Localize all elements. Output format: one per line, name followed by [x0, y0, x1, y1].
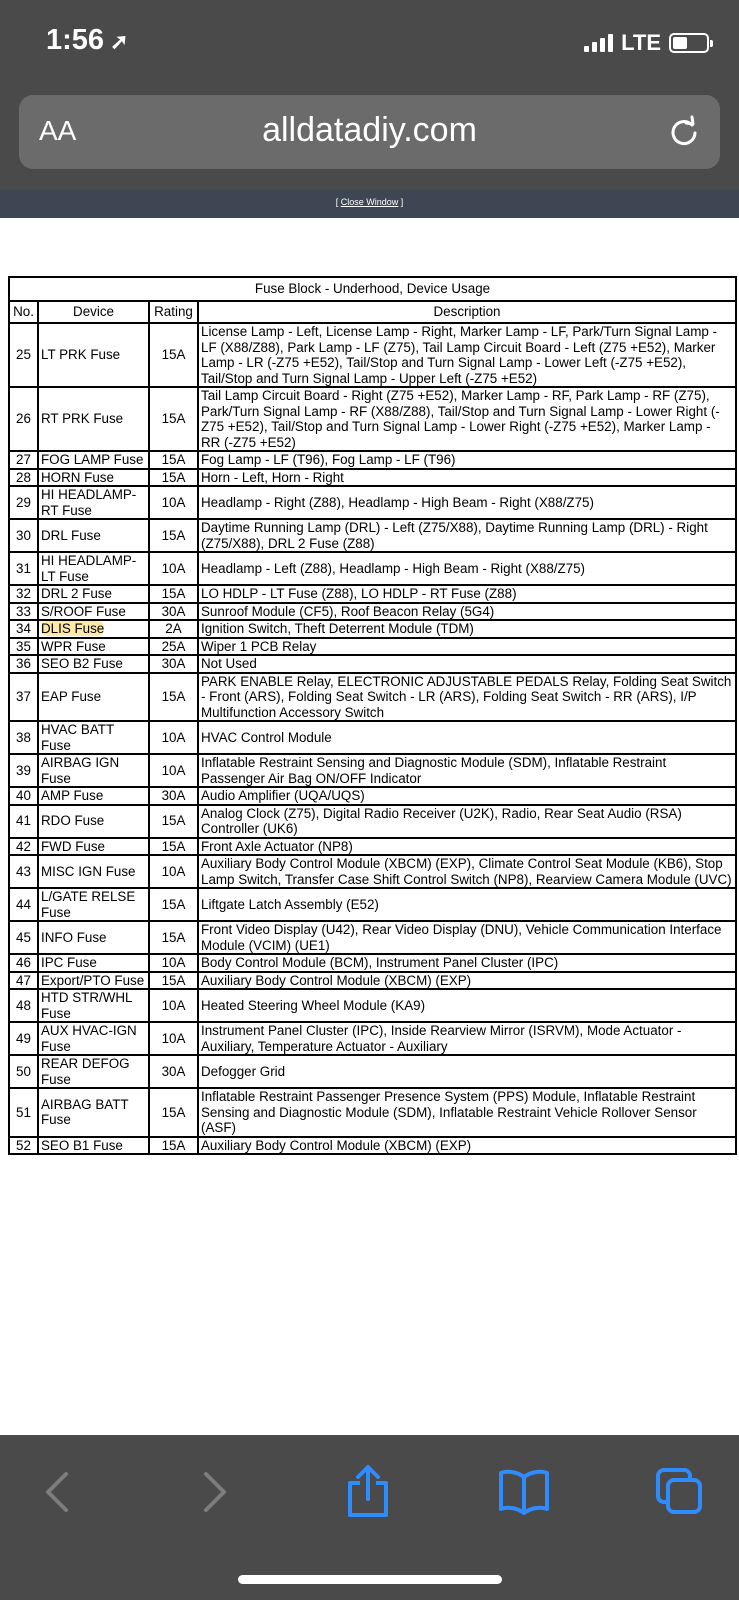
cell-description [198, 673, 736, 722]
cell-device [38, 519, 149, 552]
tabs-icon[interactable] [655, 1467, 703, 1515]
cell-no-text: 45 [16, 929, 31, 945]
cell-description [198, 972, 736, 990]
cell-no [9, 603, 38, 621]
cell-description-text: HVAC Control Module [201, 729, 332, 745]
cell-no-text: 52 [16, 1137, 31, 1153]
table-row [9, 1055, 736, 1088]
fuse-table [8, 276, 737, 1155]
cell-rating [149, 585, 198, 603]
cell-no [9, 1137, 38, 1155]
cell-device [38, 655, 149, 673]
cell-no-text: 38 [16, 729, 31, 745]
cell-no [9, 519, 38, 552]
cell-device-text: INFO Fuse [41, 929, 107, 945]
cell-device-text: AMP Fuse [41, 788, 104, 803]
address-bar[interactable] [19, 95, 720, 169]
cell-rating [149, 989, 198, 1022]
cell-device [38, 603, 149, 621]
cell-rating-text: 10A [161, 1030, 186, 1046]
cell-no-text: 48 [16, 997, 31, 1013]
cell-device [38, 1137, 149, 1155]
cell-rating-text: 10A [161, 863, 186, 879]
cell-device-text: HI HEADLAMP-LT Fuse [41, 553, 137, 584]
table-row [9, 754, 736, 787]
cell-description [198, 451, 736, 469]
cell-no [9, 754, 38, 787]
cell-no [9, 972, 38, 990]
battery-icon [669, 33, 709, 53]
cell-no-text: 41 [16, 813, 31, 829]
cell-rating-text: 15A [161, 838, 186, 854]
cell-device-text: SEO B1 Fuse [41, 1137, 123, 1153]
cell-device-text: FWD Fuse [41, 838, 105, 854]
cell-rating [149, 1088, 198, 1137]
cell-device-text: HI HEADLAMP-RT Fuse [41, 487, 137, 518]
cell-description [198, 805, 736, 838]
cell-device [38, 838, 149, 856]
network-label: LTE [621, 30, 661, 55]
cell-device [38, 638, 149, 656]
cell-no [9, 585, 38, 603]
cell-rating [149, 972, 198, 990]
cell-device-text: AIRBAG IGN Fuse [41, 755, 120, 786]
cell-device [38, 921, 149, 954]
cell-device-text: RDO Fuse [41, 813, 105, 829]
cell-device-text: HORN Fuse [41, 469, 114, 485]
cell-rating-text: 15A [161, 689, 186, 704]
cell-device [38, 585, 149, 603]
table-row [9, 888, 736, 921]
cell-description [198, 721, 736, 754]
cell-device [38, 855, 149, 888]
cell-description [198, 585, 736, 603]
cell-description-text: Auxiliary Body Control Module (XBCM) (EXP) [201, 1137, 472, 1153]
cell-device-text: IPC Fuse [41, 955, 97, 970]
table-row [9, 603, 736, 621]
cell-description-text: Tail Lamp Circuit Board - Right (Z75 +E52), Marker Lamp - RF, Park Lamp - RF (Z75), Park/Turn Signal Lamp - RF (X88/Z88), Tail/Stop and Turn Signal Lamp - Lower Right (-Z75 +E52), Tail/Stop and Turn Signal Lamp - Lower Right (-Z75 +E52), Marker Lamp - RR (-Z75 +E52) [201, 388, 720, 450]
cell-description-text: Sunroof Module (CF5), Roof Beacon Relay (5G4) [201, 603, 495, 619]
cell-device-text: DLIS Fuse [41, 621, 105, 636]
location-arrow-icon: ➚ [110, 29, 129, 54]
table-row [9, 323, 736, 387]
cell-no [9, 1088, 38, 1137]
cell-rating-text: 15A [161, 1104, 186, 1120]
cell-description [198, 486, 736, 519]
cell-no-text: 39 [16, 762, 31, 778]
cell-rating [149, 673, 198, 722]
cell-description-text: Ignition Switch, Theft Deterrent Module (TDM) [201, 621, 474, 636]
cell-description-text: LO HDLP - LT Fuse (Z88), LO HDLP - RT Fuse (Z88) [201, 586, 517, 601]
cell-description [198, 323, 736, 387]
cell-device [38, 1055, 149, 1088]
cell-rating-text: 15A [161, 527, 186, 543]
cell-rating-text: 25A [161, 638, 186, 654]
cell-description-text: Fog Lamp - LF (T96), Fog Lamp - LF (T96) [201, 452, 456, 467]
cell-no-text: 51 [16, 1104, 31, 1120]
cell-rating [149, 519, 198, 552]
cell-device [38, 805, 149, 838]
table-row [9, 787, 736, 805]
cell-no-text: 33 [16, 603, 31, 619]
cell-no-text: 37 [16, 689, 31, 704]
table-row [9, 838, 736, 856]
share-icon[interactable] [345, 1463, 391, 1519]
table-title: Fuse Block - Underhood, Device Usage [9, 277, 736, 301]
cell-no-text: 42 [16, 838, 31, 854]
cell-description [198, 989, 736, 1022]
bracket-open: [ [335, 197, 341, 207]
cell-description-text: Auxiliary Body Control Module (XBCM) (EXP), Climate Control Seat Module (KB6), Stop Lamp Switch, Transfer Case Shift Control Switch (NP8), Rearview Camera Module (UVC) [201, 856, 732, 887]
table-row [9, 921, 736, 954]
cell-no-text: 50 [16, 1063, 31, 1079]
cell-rating-text: 10A [161, 762, 186, 778]
table-row [9, 638, 736, 656]
cell-description-text: Inflatable Restraint Sensing and Diagnostic Module (SDM), Inflatable Restraint Passenger Air Bag ON/OFF Indicator [201, 755, 667, 786]
cell-device [38, 486, 149, 519]
table-row [9, 1022, 736, 1055]
cell-device [38, 972, 149, 990]
cell-device [38, 954, 149, 972]
aa-label: AA [39, 115, 77, 146]
cell-no-text: 25 [16, 347, 31, 363]
close-window-link-wrap [0, 197, 739, 207]
cell-no [9, 989, 38, 1022]
cell-device-text: REAR DEFOG Fuse [41, 1056, 130, 1087]
cell-description-text: Audio Amplifier (UQA/UQS) [201, 788, 365, 803]
cell-device [38, 721, 149, 754]
cell-description [198, 387, 736, 451]
cell-rating-text: 15A [161, 452, 186, 467]
cell-no-text: 49 [16, 1030, 31, 1046]
cell-description-text: Analog Clock (Z75), Digital Radio Receiver (U2K), Radio, Rear Seat Audio (RSA) Controller (UK6) [201, 805, 682, 836]
cell-description [198, 603, 736, 621]
cell-rating [149, 1055, 198, 1088]
cell-no-text: 34 [16, 621, 31, 636]
cell-rating [149, 603, 198, 621]
cell-rating-text: 15A [161, 586, 186, 601]
cell-rating [149, 1137, 198, 1155]
table-row [9, 989, 736, 1022]
cell-rating [149, 805, 198, 838]
cell-rating-text: 30A [161, 656, 186, 671]
cell-rating-text: 30A [161, 788, 186, 803]
cell-description-text: Defogger Grid [201, 1063, 286, 1079]
cell-description-text: Not Used [201, 656, 257, 671]
cell-description-text: Headlamp - Left (Z88), Headlamp - High Beam - Right (X88/Z75) [201, 560, 586, 576]
cell-device-text: FOG LAMP Fuse [41, 452, 144, 467]
back-icon[interactable] [42, 1470, 72, 1514]
cell-description-text: PARK ENABLE Relay, ELECTRONIC ADJUSTABLE PEDALS Relay, Folding Seat Switch - Front (ARS), Folding Seat Switch - LR (ARS), Folding Seat Switch - RR (ARS), I/P Multifunction Accessory Switch [201, 673, 732, 720]
browser-chrome-top [0, 0, 739, 190]
table-row [9, 469, 736, 487]
cell-description-text: Front Axle Actuator (NP8) [201, 838, 353, 854]
table-row [9, 486, 736, 519]
table-row [9, 1137, 736, 1155]
cell-no-text: 31 [16, 560, 31, 576]
cell-rating [149, 1022, 198, 1055]
cell-rating [149, 552, 198, 585]
cell-rating [149, 655, 198, 673]
cell-device-text: DRL Fuse [41, 527, 101, 543]
cell-rating [149, 323, 198, 387]
cell-device [38, 451, 149, 469]
cell-description-text: License Lamp - Left, License Lamp - Right, Marker Lamp - LF, Park/Turn Signal Lamp - LF (X88/Z88), Park Lamp - LF (Z75), Tail Lamp Circuit Board - Left (Z75 +E52), Marker Lamp - LR (-Z75 +E52), Tail/Stop and Turn Signal Lamp - Lower Left (-Z75 +E52), Tail/Stop and Turn Signal Lamp - Upper Left (-Z75 +E52) [201, 324, 718, 386]
cell-rating-text: 15A [161, 813, 186, 829]
cell-rating [149, 921, 198, 954]
bookmarks-icon[interactable] [498, 1469, 550, 1515]
cell-rating-text: 15A [161, 929, 186, 945]
cell-description-text: Heated Steering Wheel Module (KA9) [201, 997, 426, 1013]
cell-rating [149, 888, 198, 921]
bracket-close: ] [398, 197, 404, 207]
cell-device-text: AUX HVAC-IGN Fuse [41, 1023, 137, 1054]
cell-rating [149, 469, 198, 487]
table-row [9, 972, 736, 990]
cell-description [198, 921, 736, 954]
cell-rating [149, 721, 198, 754]
cell-device-text: HTD STR/WHL Fuse [41, 990, 133, 1021]
cell-no [9, 921, 38, 954]
cell-description-text: Daytime Running Lamp (DRL) - Left (Z75/X88), Daytime Running Lamp (DRL) - Right (Z75/X88), DRL 2 Fuse (Z88) [201, 520, 708, 551]
cell-rating-text: 10A [161, 955, 186, 970]
cell-rating-text: 15A [161, 469, 186, 485]
cell-device-text: HVAC BATT Fuse [41, 722, 114, 753]
cell-device-text: RT PRK Fuse [41, 411, 124, 427]
cell-no [9, 855, 38, 888]
cell-no [9, 888, 38, 921]
cell-description [198, 1022, 736, 1055]
cell-description [198, 1137, 736, 1155]
cell-device-text: Export/PTO Fuse [41, 972, 145, 988]
cell-description [198, 787, 736, 805]
cell-description-text: Headlamp - Right (Z88), Headlamp - High Beam - Right (X88/Z75) [201, 494, 594, 510]
cell-no-text: 30 [16, 527, 31, 543]
cell-rating [149, 638, 198, 656]
cell-device [38, 1088, 149, 1137]
cell-no [9, 387, 38, 451]
cell-device-text: WPR Fuse [41, 638, 106, 654]
cell-no [9, 655, 38, 673]
cell-rating-text: 15A [161, 1137, 186, 1153]
cell-device [38, 673, 149, 722]
cell-no [9, 486, 38, 519]
cell-description [198, 1088, 736, 1137]
cell-no-text: 36 [16, 656, 31, 671]
cell-no [9, 954, 38, 972]
cell-description-text: Front Video Display (U42), Rear Video Display (DNU), Vehicle Communication Interface Module (VCIM) (UE1) [201, 922, 722, 953]
cell-description [198, 855, 736, 888]
cell-no [9, 638, 38, 656]
table-row [9, 655, 736, 673]
cell-no [9, 805, 38, 838]
table-row [9, 620, 736, 638]
cell-no-text: 40 [16, 788, 31, 803]
time-text: 1:56 [46, 24, 105, 56]
cell-rating [149, 451, 198, 469]
cell-rating [149, 387, 198, 451]
cell-description-text: Horn - Left, Horn - Right [201, 469, 344, 485]
signal-icon [584, 34, 613, 52]
cell-no [9, 787, 38, 805]
cell-no-text: 35 [16, 638, 31, 654]
cell-rating [149, 486, 198, 519]
cell-no-text: 28 [16, 469, 31, 485]
cell-rating-text: 15A [161, 411, 186, 427]
cell-device-text: L/GATE RELSE Fuse [41, 889, 136, 920]
table-row [9, 585, 736, 603]
cell-no [9, 620, 38, 638]
cell-no-text: 44 [16, 896, 31, 912]
cell-device-text: SEO B2 Fuse [41, 656, 123, 671]
table-row [9, 855, 736, 888]
home-indicator[interactable] [238, 1575, 502, 1584]
cell-device-text: LT PRK Fuse [41, 347, 121, 363]
cell-device-text: EAP Fuse [41, 689, 102, 704]
cell-description-text: Wiper 1 PCB Relay [201, 638, 317, 654]
cell-description [198, 838, 736, 856]
cell-description [198, 655, 736, 673]
header-device: Device [38, 301, 149, 323]
cell-no-text: 29 [16, 494, 31, 510]
cell-rating-text: 30A [161, 1063, 186, 1079]
table-row [9, 519, 736, 552]
cell-no-text: 27 [16, 452, 31, 467]
cell-no [9, 552, 38, 585]
cell-device [38, 323, 149, 387]
table-row [9, 387, 736, 451]
fuse-table-wrapper [8, 276, 735, 1155]
cell-description [198, 620, 736, 638]
cell-device-text: AIRBAG BATT Fuse [41, 1096, 129, 1128]
url-text[interactable]: alldatadiy.com [262, 111, 477, 149]
cell-rating-text: 10A [161, 997, 186, 1013]
header-description: Description [198, 301, 736, 323]
cell-description [198, 754, 736, 787]
cell-device [38, 620, 149, 638]
cell-description-text: Liftgate Latch Assembly (E52) [201, 896, 379, 912]
cell-description [198, 1055, 736, 1088]
cell-no-text: 47 [16, 972, 31, 988]
cell-rating [149, 838, 198, 856]
reload-icon[interactable] [666, 113, 702, 149]
cell-description [198, 469, 736, 487]
close-window-bar [0, 190, 739, 218]
cell-description-text: Body Control Module (BCM), Instrument Panel Cluster (IPC) [201, 955, 559, 970]
cell-no [9, 673, 38, 722]
cell-description [198, 552, 736, 585]
cell-rating-text: 10A [161, 560, 186, 576]
cell-no [9, 323, 38, 387]
cell-rating-text: 15A [161, 347, 186, 363]
cell-rating [149, 620, 198, 638]
cell-rating-text: 2A [165, 621, 182, 636]
cell-device [38, 787, 149, 805]
cell-device-text: S/ROOF Fuse [41, 603, 126, 619]
cell-no [9, 721, 38, 754]
cell-device [38, 469, 149, 487]
table-row [9, 805, 736, 838]
cell-no-text: 26 [16, 411, 31, 427]
cell-rating [149, 787, 198, 805]
cell-device [38, 754, 149, 787]
forward-icon[interactable] [200, 1470, 230, 1514]
cell-no [9, 451, 38, 469]
close-window-link[interactable]: Close Window [340, 197, 399, 207]
status-time [46, 24, 128, 57]
table-row [9, 552, 736, 585]
table-row [9, 451, 736, 469]
cell-rating-text: 15A [161, 896, 186, 912]
status-indicators [584, 30, 709, 56]
cell-description [198, 638, 736, 656]
cell-rating [149, 855, 198, 888]
cell-description-text: Instrument Panel Cluster (IPC), Inside Rearview Mirror (ISRVM), Mode Actuator - Auxiliary, Temperature Actuator - Auxiliary [201, 1023, 682, 1054]
cell-description [198, 888, 736, 921]
cell-device [38, 989, 149, 1022]
cell-description-text: Inflatable Restraint Passenger Presence System (PPS) Module, Inflatable Restraint Sensing and Diagnostic Module (SDM), Inflatable Restraint Vehicle Rollover Sensor (ASF) [201, 1089, 697, 1135]
cell-no [9, 838, 38, 856]
cell-rating [149, 954, 198, 972]
header-rating: Rating [149, 301, 198, 323]
header-no: No. [9, 301, 38, 323]
cell-rating-text: 30A [161, 603, 186, 619]
cell-no-text: 32 [16, 586, 31, 601]
cell-device [38, 888, 149, 921]
cell-rating [149, 754, 198, 787]
cell-rating-text: 10A [161, 494, 186, 510]
cell-device-text: DRL 2 Fuse [41, 586, 112, 601]
cell-device [38, 552, 149, 585]
table-row [9, 673, 736, 722]
cell-rating-text: 15A [161, 972, 186, 988]
cell-device [38, 387, 149, 451]
cell-device-text: MISC IGN Fuse [41, 863, 136, 879]
cell-no [9, 469, 38, 487]
cell-no-text: 43 [16, 863, 31, 879]
cell-description-text: Auxiliary Body Control Module (XBCM) (EXP) [201, 972, 472, 988]
cell-description [198, 954, 736, 972]
table-row [9, 954, 736, 972]
cell-no-text: 46 [16, 955, 31, 970]
cell-device [38, 1022, 149, 1055]
cell-rating-text: 10A [161, 729, 186, 745]
cell-description [198, 519, 736, 552]
cell-no [9, 1022, 38, 1055]
table-row [9, 721, 736, 754]
cell-no [9, 1055, 38, 1088]
table-row [9, 1088, 736, 1137]
